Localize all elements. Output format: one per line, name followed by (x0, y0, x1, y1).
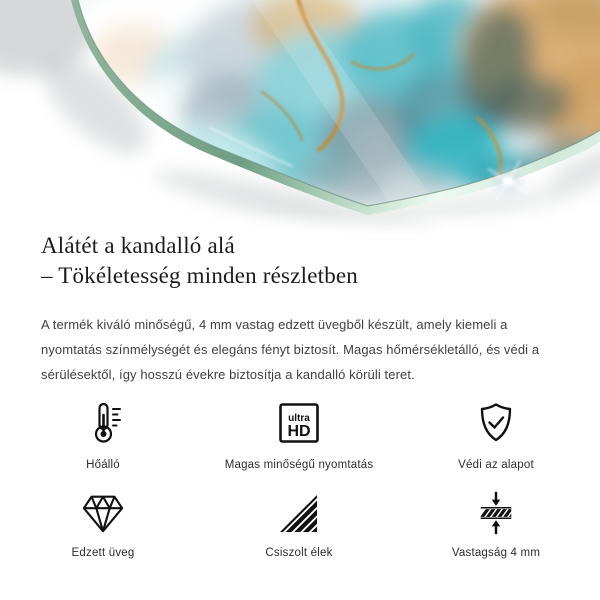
thermometer-icon (79, 399, 127, 447)
shield-check-icon (472, 399, 520, 447)
feature-label: Magas minőségű nyomtatás (224, 459, 374, 471)
thickness-icon (473, 491, 519, 535)
feature-heat-resistant (0, 399, 206, 471)
feature-grid (0, 399, 600, 559)
polished-edges-icon (276, 491, 322, 535)
feature-label: Védi az alapot (458, 459, 534, 471)
feature-tempered-glass (0, 491, 206, 559)
ultra-hd-icon (275, 399, 323, 447)
feature-label: Edzett üveg (71, 547, 135, 559)
feature-polished-edges (206, 491, 392, 559)
product-hero-image (0, 0, 600, 235)
glass-panel-illustration (0, 0, 600, 235)
feature-thickness-4mm (392, 491, 600, 559)
ultra-hd-badge-bottom: HD (287, 423, 311, 440)
page-title-line2: – Tökéletesség minden részletben (41, 263, 359, 288)
feature-ultra-hd-print (206, 399, 392, 471)
feature-label: Vastagság 4 mm (451, 547, 541, 559)
page-title-line1: Alátét a kandalló alá (41, 233, 235, 258)
page-title (41, 231, 561, 291)
feature-label: Hőálló (86, 459, 120, 471)
feature-label: Csiszolt élek (265, 547, 333, 559)
diamond-icon (80, 491, 126, 535)
product-description: A termék kiváló minőségű, 4 mm vastag edzett üvegből készült, amely kiemeli a nyomtatás színmélységét és elegáns fényt biztosít. Magas hőmérsékletálló, és védi a sérülésektől, így hosszú évekre biztosítja a kandalló körüli teret. (41, 317, 540, 382)
feature-protects-base (392, 399, 600, 471)
ultra-hd-badge-top: ultra (288, 413, 310, 424)
